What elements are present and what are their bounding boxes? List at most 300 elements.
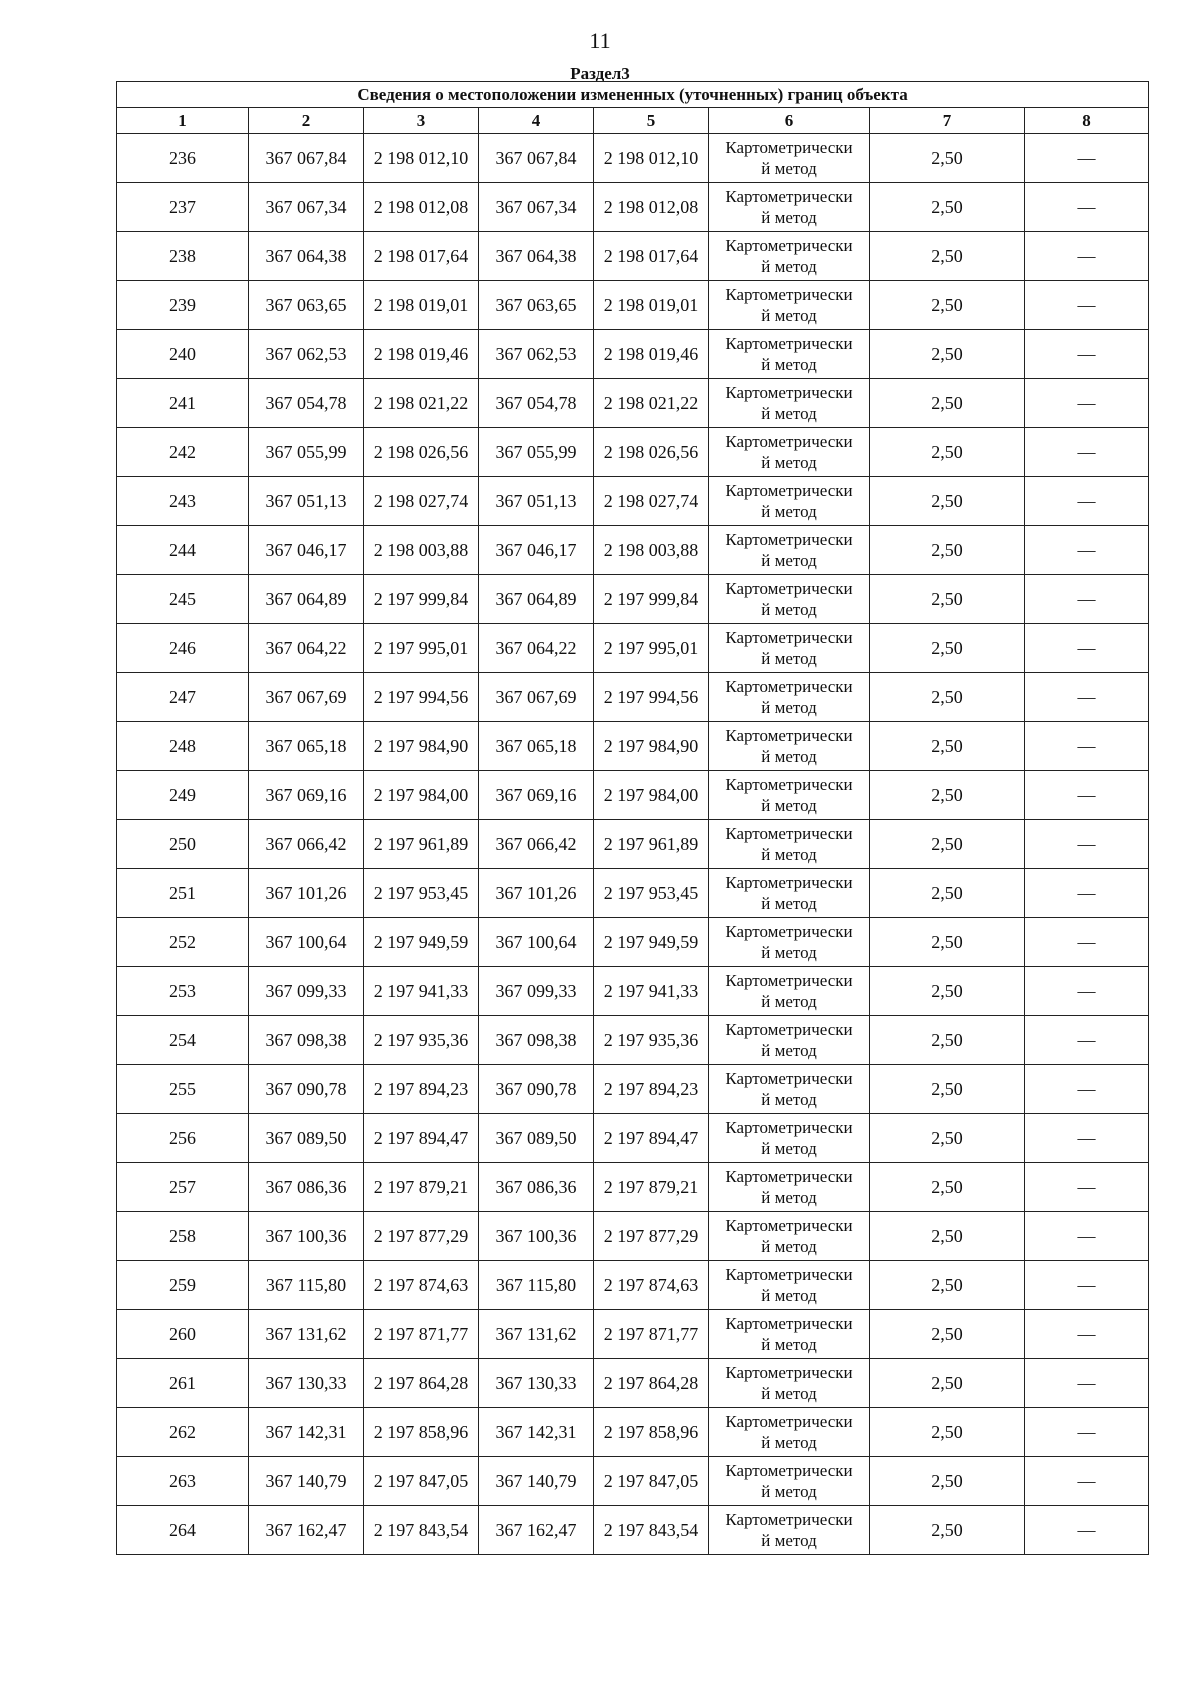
coordinate-cell: 367 046,17	[249, 526, 364, 575]
method-text: й метод	[761, 649, 817, 668]
method-text: й метод	[761, 551, 817, 570]
coordinate-cell: 367 046,17	[479, 526, 594, 575]
table-row	[117, 526, 1149, 575]
method-text: Картометрически	[725, 481, 853, 500]
table-row	[117, 869, 1149, 918]
method-text: й метод	[761, 1237, 817, 1256]
method-text: Картометрически	[725, 1314, 853, 1333]
table-row	[117, 1163, 1149, 1212]
method-cell	[709, 526, 870, 575]
coordinate-cell: 367 142,31	[249, 1408, 364, 1457]
point-number-cell: 249	[117, 771, 249, 820]
coordinate-cell: 2 198 021,22	[594, 379, 709, 428]
table-row	[117, 183, 1149, 232]
method-text: й метод	[761, 208, 817, 227]
coordinate-cell: 2 198 012,10	[364, 134, 479, 183]
method-cell	[709, 869, 870, 918]
accuracy-cell: 2,50	[870, 575, 1025, 624]
method-cell	[709, 1506, 870, 1555]
description-cell: —	[1025, 624, 1149, 673]
coordinate-cell: 2 197 874,63	[364, 1261, 479, 1310]
coordinate-cell: 2 198 021,22	[364, 379, 479, 428]
method-text: Картометрически	[725, 1461, 853, 1480]
coordinate-cell: 367 067,84	[479, 134, 594, 183]
table-row	[117, 1065, 1149, 1114]
coordinate-cell: 367 115,80	[249, 1261, 364, 1310]
point-number-cell: 242	[117, 428, 249, 477]
table-row	[117, 1212, 1149, 1261]
description-cell: —	[1025, 722, 1149, 771]
accuracy-cell: 2,50	[870, 1114, 1025, 1163]
method-text: й метод	[761, 1433, 817, 1452]
method-cell	[709, 967, 870, 1016]
accuracy-cell: 2,50	[870, 820, 1025, 869]
coordinate-cell: 367 089,50	[479, 1114, 594, 1163]
point-number-cell: 261	[117, 1359, 249, 1408]
description-cell: —	[1025, 869, 1149, 918]
coordinate-cell: 2 197 864,28	[594, 1359, 709, 1408]
method-text: Картометрически	[725, 1020, 853, 1039]
description-cell: —	[1025, 1016, 1149, 1065]
coordinate-cell: 367 130,33	[479, 1359, 594, 1408]
coordinate-cell: 367 064,89	[249, 575, 364, 624]
coordinate-cell: 367 090,78	[249, 1065, 364, 1114]
method-text: Картометрически	[725, 432, 853, 451]
method-text: Картометрически	[725, 530, 853, 549]
accuracy-cell: 2,50	[870, 134, 1025, 183]
method-cell	[709, 379, 870, 428]
coordinate-cell: 367 115,80	[479, 1261, 594, 1310]
description-cell: —	[1025, 134, 1149, 183]
coordinate-cell: 367 065,18	[249, 722, 364, 771]
method-cell	[709, 1065, 870, 1114]
accuracy-cell: 2,50	[870, 330, 1025, 379]
method-cell	[709, 1359, 870, 1408]
coordinate-cell: 367 067,84	[249, 134, 364, 183]
accuracy-cell: 2,50	[870, 771, 1025, 820]
coordinate-cell: 367 131,62	[479, 1310, 594, 1359]
coordinate-cell: 2 197 935,36	[364, 1016, 479, 1065]
coordinate-cell: 2 198 026,56	[364, 428, 479, 477]
method-text: Картометрически	[725, 334, 853, 353]
method-text: й метод	[761, 845, 817, 864]
coordinate-cell: 2 198 003,88	[594, 526, 709, 575]
table-row	[117, 1457, 1149, 1506]
coordinate-cell: 367 065,18	[479, 722, 594, 771]
coordinate-cell: 367 069,16	[479, 771, 594, 820]
description-cell: —	[1025, 526, 1149, 575]
column-number-cell: 5	[594, 108, 709, 134]
table-row	[117, 281, 1149, 330]
point-number-cell: 241	[117, 379, 249, 428]
coordinate-cell: 2 197 874,63	[594, 1261, 709, 1310]
method-text: Картометрически	[725, 775, 853, 794]
coordinate-cell: 367 067,69	[249, 673, 364, 722]
description-cell: —	[1025, 1163, 1149, 1212]
table-row	[117, 1016, 1149, 1065]
coordinate-cell: 367 101,26	[479, 869, 594, 918]
method-text: Картометрически	[725, 138, 853, 157]
method-text: Картометрически	[725, 187, 853, 206]
description-cell: —	[1025, 1457, 1149, 1506]
coordinate-cell: 367 063,65	[479, 281, 594, 330]
table-row	[117, 575, 1149, 624]
point-number-cell: 264	[117, 1506, 249, 1555]
coordinate-cell: 2 197 961,89	[594, 820, 709, 869]
point-number-cell: 255	[117, 1065, 249, 1114]
description-cell: —	[1025, 1408, 1149, 1457]
table-row	[117, 1359, 1149, 1408]
coordinate-cell: 2 197 949,59	[594, 918, 709, 967]
coordinate-cell: 367 098,38	[479, 1016, 594, 1065]
coordinate-cell: 2 198 019,46	[594, 330, 709, 379]
point-number-cell: 239	[117, 281, 249, 330]
method-text: й метод	[761, 943, 817, 962]
column-number-cell: 2	[249, 108, 364, 134]
accuracy-cell: 2,50	[870, 1506, 1025, 1555]
coordinate-cell: 2 197 995,01	[364, 624, 479, 673]
table-row	[117, 624, 1149, 673]
coordinate-cell: 2 197 935,36	[594, 1016, 709, 1065]
method-cell	[709, 1114, 870, 1163]
method-cell	[709, 330, 870, 379]
method-cell	[709, 1163, 870, 1212]
method-text: й метод	[761, 159, 817, 178]
table-row	[117, 1261, 1149, 1310]
method-cell	[709, 1261, 870, 1310]
coordinate-cell: 2 197 941,33	[594, 967, 709, 1016]
table-row	[117, 232, 1149, 281]
description-cell: —	[1025, 575, 1149, 624]
column-number-cell: 6	[709, 108, 870, 134]
method-text: Картометрически	[725, 873, 853, 892]
coordinate-cell: 367 100,36	[249, 1212, 364, 1261]
method-text: й метод	[761, 796, 817, 815]
description-cell: —	[1025, 428, 1149, 477]
method-cell	[709, 624, 870, 673]
method-text: й метод	[761, 600, 817, 619]
method-text: Картометрически	[725, 677, 853, 696]
accuracy-cell: 2,50	[870, 967, 1025, 1016]
coordinate-cell: 367 055,99	[249, 428, 364, 477]
coordinate-cell: 367 100,64	[479, 918, 594, 967]
description-cell: —	[1025, 820, 1149, 869]
accuracy-cell: 2,50	[870, 477, 1025, 526]
accuracy-cell: 2,50	[870, 722, 1025, 771]
coordinate-cell: 2 197 877,29	[594, 1212, 709, 1261]
method-cell	[709, 820, 870, 869]
coordinate-cell: 367 086,36	[479, 1163, 594, 1212]
coordinate-cell: 367 064,38	[249, 232, 364, 281]
coordinate-cell: 367 066,42	[249, 820, 364, 869]
coordinate-cell: 2 197 877,29	[364, 1212, 479, 1261]
coordinate-cell: 2 197 894,47	[364, 1114, 479, 1163]
coordinate-cell: 367 051,13	[249, 477, 364, 526]
accuracy-cell: 2,50	[870, 869, 1025, 918]
method-text: Картометрически	[725, 1412, 853, 1431]
description-cell: —	[1025, 330, 1149, 379]
coordinate-cell: 2 198 027,74	[594, 477, 709, 526]
point-number-cell: 243	[117, 477, 249, 526]
coordinate-cell: 367 090,78	[479, 1065, 594, 1114]
coordinate-cell: 367 142,31	[479, 1408, 594, 1457]
accuracy-cell: 2,50	[870, 1212, 1025, 1261]
description-cell: —	[1025, 183, 1149, 232]
description-cell: —	[1025, 281, 1149, 330]
point-number-cell: 247	[117, 673, 249, 722]
method-text: Картометрически	[725, 1118, 853, 1137]
method-text: Картометрически	[725, 1216, 853, 1235]
accuracy-cell: 2,50	[870, 183, 1025, 232]
method-text: Картометрически	[725, 1265, 853, 1284]
section-title: Раздел3	[570, 64, 630, 83]
description-cell: —	[1025, 1065, 1149, 1114]
coordinate-cell: 2 198 012,08	[594, 183, 709, 232]
method-text: Картометрически	[725, 922, 853, 941]
method-text: й метод	[761, 747, 817, 766]
point-number-cell: 248	[117, 722, 249, 771]
coordinate-cell: 2 198 003,88	[364, 526, 479, 575]
point-number-cell: 257	[117, 1163, 249, 1212]
coordinate-cell: 367 067,34	[249, 183, 364, 232]
coordinate-cell: 2 197 871,77	[364, 1310, 479, 1359]
method-text: й метод	[761, 257, 817, 276]
coordinate-cell: 2 197 995,01	[594, 624, 709, 673]
method-text: Картометрически	[725, 285, 853, 304]
method-text: й метод	[761, 1286, 817, 1305]
table-row	[117, 428, 1149, 477]
method-cell	[709, 428, 870, 477]
coordinate-cell: 2 197 871,77	[594, 1310, 709, 1359]
coordinate-cell: 2 197 894,23	[364, 1065, 479, 1114]
method-cell	[709, 183, 870, 232]
method-text: й метод	[761, 1482, 817, 1501]
method-text: й метод	[761, 992, 817, 1011]
method-text: й метод	[761, 698, 817, 717]
table-row	[117, 134, 1149, 183]
coordinate-cell: 367 089,50	[249, 1114, 364, 1163]
description-cell: —	[1025, 1310, 1149, 1359]
method-text: Картометрически	[725, 1167, 853, 1186]
method-text: й метод	[761, 894, 817, 913]
coordinate-cell: 2 197 858,96	[594, 1408, 709, 1457]
table-row	[117, 771, 1149, 820]
column-number-cell: 8	[1025, 108, 1149, 134]
coordinate-cell: 2 198 019,01	[594, 281, 709, 330]
point-number-cell: 258	[117, 1212, 249, 1261]
method-cell	[709, 1408, 870, 1457]
coordinate-cell: 367 063,65	[249, 281, 364, 330]
coordinate-cell: 367 131,62	[249, 1310, 364, 1359]
point-number-cell: 262	[117, 1408, 249, 1457]
coordinate-cell: 2 197 864,28	[364, 1359, 479, 1408]
coordinate-cell: 367 064,38	[479, 232, 594, 281]
description-cell: —	[1025, 477, 1149, 526]
table-row	[117, 673, 1149, 722]
column-number-cell: 1	[117, 108, 249, 134]
coordinate-cell: 367 130,33	[249, 1359, 364, 1408]
coordinate-cell: 367 100,36	[479, 1212, 594, 1261]
coordinate-cell: 2 197 984,00	[594, 771, 709, 820]
coordinate-cell: 367 055,99	[479, 428, 594, 477]
method-text: й метод	[761, 1090, 817, 1109]
table-row	[117, 918, 1149, 967]
description-cell: —	[1025, 379, 1149, 428]
method-text: й метод	[761, 355, 817, 374]
method-text: Картометрически	[725, 383, 853, 402]
table-row	[117, 477, 1149, 526]
page-number: 11	[589, 28, 611, 53]
coordinate-cell: 2 198 012,10	[594, 134, 709, 183]
point-number-cell: 238	[117, 232, 249, 281]
method-text: й метод	[761, 404, 817, 423]
method-text: Картометрически	[725, 971, 853, 990]
accuracy-cell: 2,50	[870, 428, 1025, 477]
coordinate-cell: 2 197 949,59	[364, 918, 479, 967]
point-number-cell: 263	[117, 1457, 249, 1506]
coordinate-cell: 2 197 953,45	[594, 869, 709, 918]
method-text: Картометрически	[725, 628, 853, 647]
coordinate-cell: 367 069,16	[249, 771, 364, 820]
point-number-cell: 244	[117, 526, 249, 575]
point-number-cell: 250	[117, 820, 249, 869]
point-number-cell: 240	[117, 330, 249, 379]
table-row	[117, 1114, 1149, 1163]
method-cell	[709, 232, 870, 281]
coordinate-cell: 367 054,78	[479, 379, 594, 428]
coordinate-cell: 367 067,69	[479, 673, 594, 722]
description-cell: —	[1025, 1261, 1149, 1310]
point-number-cell: 251	[117, 869, 249, 918]
method-text: Картометрически	[725, 236, 853, 255]
description-cell: —	[1025, 1506, 1149, 1555]
method-cell	[709, 134, 870, 183]
coordinate-cell: 2 197 941,33	[364, 967, 479, 1016]
method-text: й метод	[761, 1188, 817, 1207]
table-row	[117, 1506, 1149, 1555]
coordinate-cell: 2 197 847,05	[364, 1457, 479, 1506]
point-number-cell: 252	[117, 918, 249, 967]
coordinate-cell: 2 198 012,08	[364, 183, 479, 232]
coordinate-cell: 2 197 894,23	[594, 1065, 709, 1114]
method-text: й метод	[761, 1139, 817, 1158]
table-row	[117, 722, 1149, 771]
table-row	[117, 820, 1149, 869]
table-caption: Сведения о местоположении измененных (уточненных) границ объекта	[117, 82, 1149, 108]
coordinate-cell: 2 197 994,56	[364, 673, 479, 722]
coordinate-cell: 367 099,33	[249, 967, 364, 1016]
method-cell	[709, 918, 870, 967]
description-cell: —	[1025, 1114, 1149, 1163]
coordinate-cell: 367 054,78	[249, 379, 364, 428]
coordinate-cell: 2 197 847,05	[594, 1457, 709, 1506]
coordinate-cell: 367 100,64	[249, 918, 364, 967]
coordinate-cell: 367 098,38	[249, 1016, 364, 1065]
description-cell: —	[1025, 673, 1149, 722]
accuracy-cell: 2,50	[870, 918, 1025, 967]
coordinate-cell: 2 197 984,90	[364, 722, 479, 771]
method-text: й метод	[761, 453, 817, 472]
coordinate-cell: 2 197 999,84	[364, 575, 479, 624]
method-cell	[709, 575, 870, 624]
accuracy-cell: 2,50	[870, 232, 1025, 281]
coordinate-cell: 2 197 961,89	[364, 820, 479, 869]
point-number-cell: 246	[117, 624, 249, 673]
coordinate-cell: 2 197 953,45	[364, 869, 479, 918]
point-number-cell: 256	[117, 1114, 249, 1163]
table-row	[117, 379, 1149, 428]
method-cell	[709, 722, 870, 771]
method-text: й метод	[761, 306, 817, 325]
method-text: Картометрически	[725, 1363, 853, 1382]
description-cell: —	[1025, 1212, 1149, 1261]
coordinate-cell: 2 198 019,46	[364, 330, 479, 379]
column-number-cell: 7	[870, 108, 1025, 134]
coordinate-cell: 367 051,13	[479, 477, 594, 526]
coordinate-cell: 367 064,22	[249, 624, 364, 673]
accuracy-cell: 2,50	[870, 1408, 1025, 1457]
coordinate-cell: 367 086,36	[249, 1163, 364, 1212]
accuracy-cell: 2,50	[870, 281, 1025, 330]
coordinate-cell: 367 140,79	[479, 1457, 594, 1506]
point-number-cell: 245	[117, 575, 249, 624]
table-row	[117, 330, 1149, 379]
accuracy-cell: 2,50	[870, 1310, 1025, 1359]
coordinate-cell: 367 066,42	[479, 820, 594, 869]
point-number-cell: 236	[117, 134, 249, 183]
method-cell	[709, 477, 870, 526]
accuracy-cell: 2,50	[870, 1163, 1025, 1212]
point-number-cell: 253	[117, 967, 249, 1016]
point-number-cell: 260	[117, 1310, 249, 1359]
method-text: й метод	[761, 1335, 817, 1354]
coordinate-cell: 367 064,22	[479, 624, 594, 673]
accuracy-cell: 2,50	[870, 624, 1025, 673]
description-cell: —	[1025, 232, 1149, 281]
coordinate-cell: 2 197 843,54	[364, 1506, 479, 1555]
coordinate-cell: 2 197 879,21	[364, 1163, 479, 1212]
point-number-cell: 254	[117, 1016, 249, 1065]
method-cell	[709, 1457, 870, 1506]
description-cell: —	[1025, 918, 1149, 967]
coordinate-cell: 367 062,53	[249, 330, 364, 379]
accuracy-cell: 2,50	[870, 379, 1025, 428]
coordinate-cell: 367 162,47	[249, 1506, 364, 1555]
coordinate-cell: 2 197 879,21	[594, 1163, 709, 1212]
accuracy-cell: 2,50	[870, 1065, 1025, 1114]
point-number-cell: 259	[117, 1261, 249, 1310]
coordinate-cell: 2 197 984,00	[364, 771, 479, 820]
method-text: й метод	[761, 1531, 817, 1550]
coordinate-cell: 2 198 026,56	[594, 428, 709, 477]
method-text: Картометрически	[725, 824, 853, 843]
method-cell	[709, 1212, 870, 1261]
accuracy-cell: 2,50	[870, 1359, 1025, 1408]
coordinate-cell: 367 062,53	[479, 330, 594, 379]
method-cell	[709, 1016, 870, 1065]
method-text: Картометрически	[725, 579, 853, 598]
method-text: й метод	[761, 502, 817, 521]
accuracy-cell: 2,50	[870, 1016, 1025, 1065]
method-text: Картометрически	[725, 1069, 853, 1088]
accuracy-cell: 2,50	[870, 1457, 1025, 1506]
coordinate-cell: 2 197 894,47	[594, 1114, 709, 1163]
method-text: й метод	[761, 1384, 817, 1403]
column-number-cell: 4	[479, 108, 594, 134]
method-cell	[709, 771, 870, 820]
coordinate-cell: 367 067,34	[479, 183, 594, 232]
coordinate-cell: 2 198 017,64	[594, 232, 709, 281]
